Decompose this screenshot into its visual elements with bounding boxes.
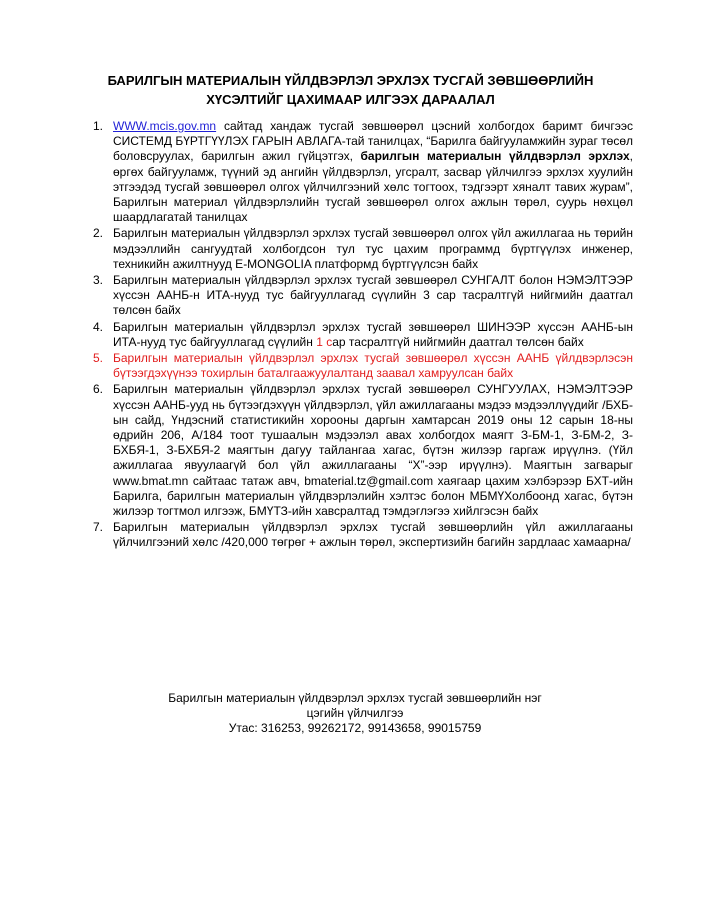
contact-footer [150, 691, 560, 736]
item-text: Барилгын материалын үйлдвэрлэл эрхлэх тусгай зөвшөөрөл хүссэн ААНБ үйлдвэрлэсэн бүтээгдэхүүнээ тохирлын баталгаажуулалтанд заавал хамруулсан байх [113, 351, 633, 381]
item-text-highlight: 1 с [316, 334, 333, 349]
mcis-link[interactable]: WWW.mcis.gov.mn [113, 119, 217, 133]
item-number: 5. [93, 351, 104, 366]
item-number: 7. [93, 520, 104, 535]
list-item [93, 273, 633, 319]
title-line-2: ХҮСЭЛТИЙГ ЦАХИМААР ИЛГЭЭХ ДАРААЛАЛ [206, 92, 495, 107]
item-number: 2. [93, 226, 104, 241]
item-text: ар тасралтгүй нийгмийн даатгал төлсөн байх [332, 334, 584, 349]
item-text: , өргөх байгууламж, түүний эд ангийн үйлдвэрлэл, угсралт, засвар үйлчилгээ эрхлэх хуулийн этгээдэд тусгай зөвшөөрөл олгох үйлчилгээний хөлс тогтоох, тэдгээрт хяналт тавих журам”, Барилгын материал үйлдвэрлэлийн тусгай зөвшөөрөл олгох ажлын төрөл, суурь нөхцөл шаардлагатай танилцах [113, 149, 633, 225]
item-number: 6. [93, 382, 104, 397]
item-number: 3. [93, 273, 104, 288]
item-text: Барилгын материалын үйлдвэрлэл эрхлэх тусгай зөвшөөрөл СУНГУУЛАХ, НЭМЭЛТЭЭР хүссэн ААНБ-ууд нь бүтээгдэхүүн үйлдвэрлэл, үйл ажиллагааны мэдээ мэдээллүүдийг /БХБ-ын сайд, Үндэсний статистикийн хорооны даргын хамтарсан 2019 оны 12 сарын 18-ны өдрийн 206, А/184 тоот тушаалын мэдээлэл авах холбогдох маягт З-БМ-1, З-БМ-2, З-БХБЯ-1, З-БХБЯ-2 маягтын дагуу тайлангаа хагас, бүтэн жилээр гаргаж ирүүлнэ. (Үйл ажиллагаа явуулаагүй бол үйл ажиллагааны “Х”-ээр ирүүлнэ). Маягтын загварыг www.bmat.mn сайтаас татаж авч, bmaterial.tz@gmail.com хаягаар цахим хэлбэрээр БХТ-ийн Барилга, барилгын материалын үйлдвэрлэлийн хэлтэс болон МБМҮХолбоонд хагас, бүтэн жилээр тогтмол илгээж, БМҮТЗ-ийн хавсралтад тэмдэглэгээ хийлгэсэн байх [113, 382, 633, 519]
list-item [93, 320, 633, 350]
item-text: Барилгын материалын үйлдвэрлэл эрхлэх тусгай зөвшөөрөл олгох үйл ажиллагаа нь төрийн мэдээллийн сангуудтай холбогдсон тул тус цахим программд бүртгүүлэх инженер, техникийн ажилтнууд E-MONGOLIA платформд бүртгүүлсэн байх [113, 226, 633, 271]
steps-list [93, 119, 633, 552]
item-text: Барилгын материалын үйлдвэрлэл эрхлэх тусгай зөвшөөрлийн үйл ажиллагааны үйлчилгээний хөлс /420,000 төгрөг + ажлын төрөл, экспертизийн багийн зардлаас хамаарна/ [113, 520, 633, 550]
list-item [93, 520, 633, 550]
title-line-1: БАРИЛГЫН МАТЕРИАЛЫН ҮЙЛДВЭРЛЭЛ ЭРХЛЭХ ТУСГАЙ ЗӨВШӨӨРЛИЙН [107, 73, 594, 88]
item-text: Барилгын материалын үйлдвэрлэл эрхлэх тусгай зөвшөөрөл СУНГАЛТ болон НЭМЭЛТЭЭР хүссэн ААНБ-н ИТА-нууд тус байгууллагад сүүлийн 3 сар тасралтгүй нийгмийн даатгал төлсөн байх [113, 273, 633, 318]
item-number: 1. [93, 119, 104, 133]
list-item-highlighted [93, 351, 633, 381]
list-item [93, 119, 633, 225]
item-text: сайтад хандаж тусгай зөвшөөрөл цэсний холбогдох баримт бичгээс СИСТЕМД БҮРТГҮҮЛЭХ ГАРЫН АВЛАГА-тай танилцах, “Барилга байгууламжийн зураг төсөл боловсруулах, барилгын ажил гүйцэтгэх, [113, 119, 633, 164]
item-text: Барилгын материалын үйлдвэрлэл эрхлэх тусгай зөвшөөрөл ШИНЭЭР хүссэн ААНБ-ын ИТА-нууд тус байгууллагад сүүлийн [113, 319, 633, 349]
footer-phone: Утас: 316253, 99262172, 99143658, 99015759 [228, 721, 482, 735]
list-item [93, 382, 633, 519]
list-item [93, 226, 633, 272]
footer-office-name: Барилгын материалын үйлдвэрлэл эрхлэх тусгай зөвшөөрлийн нэг цэгийн үйлчилгээ [168, 691, 542, 720]
item-number: 4. [93, 319, 104, 334]
document-title [60, 71, 641, 109]
item-text-bold: барилгын материалын үйлдвэрлэл эрхлэх [360, 149, 630, 164]
